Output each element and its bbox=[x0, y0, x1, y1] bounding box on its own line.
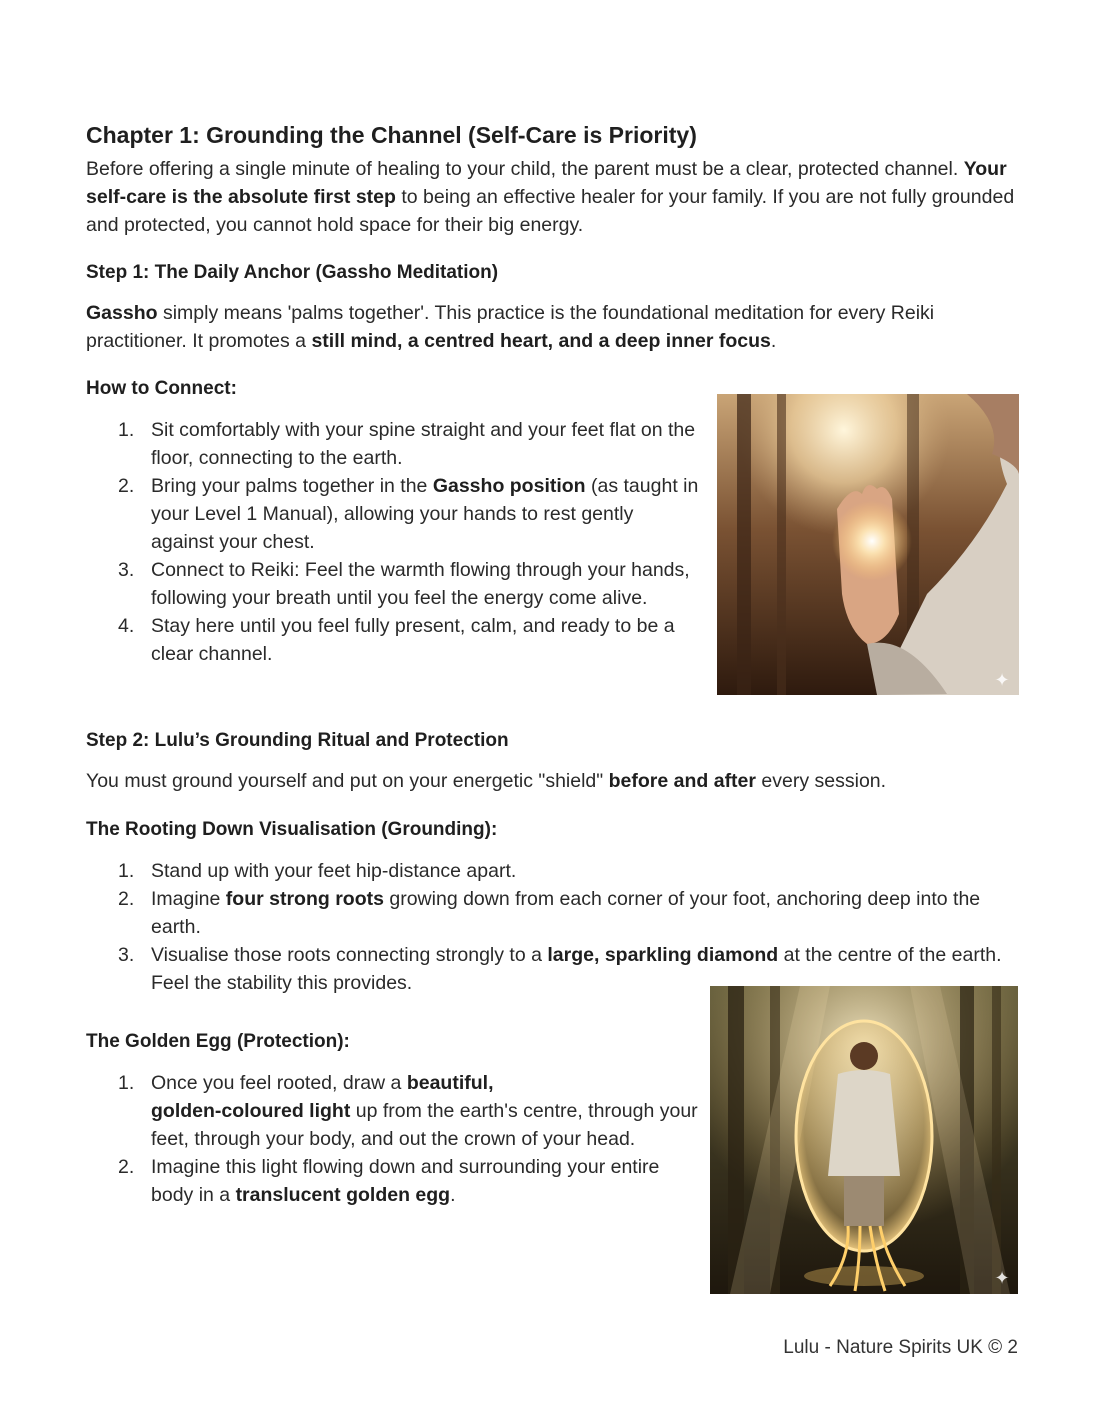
list-item bbox=[86, 472, 701, 556]
golden-egg-list bbox=[86, 1069, 701, 1209]
list-item bbox=[86, 416, 701, 472]
list-item bbox=[86, 556, 701, 612]
list-number: 1. bbox=[118, 860, 135, 882]
list-number: 3. bbox=[118, 559, 135, 581]
rooting-title: The Rooting Down Visualisation (Grounding): bbox=[86, 819, 498, 840]
gassho-term: Gassho bbox=[86, 302, 158, 324]
list-emphasis: large, sparkling diamond bbox=[547, 944, 779, 966]
list-number: 2. bbox=[118, 888, 135, 910]
step2-text: You must ground yourself and put on your energetic "shield" bbox=[86, 770, 609, 792]
list-number: 1. bbox=[118, 1072, 135, 1094]
step2-title: Step 2: Lulu’s Grounding Ritual and Protection bbox=[86, 730, 509, 751]
list-emphasis: four strong roots bbox=[225, 888, 384, 910]
list-text-end: up from the earth's centre, through your feet, through your body, and out the crown of your head. bbox=[151, 1100, 698, 1150]
list-number: 2. bbox=[118, 475, 135, 497]
rooting-list bbox=[86, 857, 1021, 997]
list-number: 2. bbox=[118, 1156, 135, 1178]
list-text: Stand up with your feet hip-distance apart. bbox=[151, 860, 517, 882]
list-item bbox=[86, 857, 1021, 885]
list-text-end: (as taught in your Level 1 Manual), allowing your hands to rest gently against your chest. bbox=[151, 475, 699, 553]
golden-egg-photo bbox=[710, 986, 1018, 1294]
list-text-end: growing down from each corner of your foot, anchoring deep into the earth. bbox=[151, 888, 981, 938]
list-item bbox=[86, 612, 701, 668]
intro-emphasis: Your self-care is the absolute first step bbox=[86, 158, 1007, 208]
list-text: Once you feel rooted, draw a bbox=[151, 1072, 407, 1094]
list-text: Imagine this light flowing down and surrounding your entire body in a bbox=[151, 1156, 660, 1206]
sparkle-icon: ✦ bbox=[994, 1268, 1010, 1288]
intro-text-end: to being an effective healer for your family. If you are not fully grounded and protected, you cannot hold space for their big energy. bbox=[86, 186, 1015, 236]
step2-paragraph bbox=[86, 767, 1021, 795]
step2-emphasis: before and after bbox=[608, 770, 756, 792]
list-text: Connect to Reiki: Feel the warmth flowing through your hands, following your breath until you feel the energy come alive. bbox=[151, 559, 690, 609]
intro-text: Before offering a single minute of healing to your child, the parent must be a clear, protected channel. bbox=[86, 158, 964, 180]
list-emphasis: beautiful, bbox=[406, 1072, 494, 1094]
list-emphasis: translucent golden egg bbox=[235, 1184, 451, 1206]
chapter-title: Chapter 1: Grounding the Channel (Self-Care is Priority) bbox=[86, 122, 697, 148]
list-text-end: at the centre of the earth. Feel the stability this provides. bbox=[151, 944, 1002, 994]
list-text: Visualise those roots connecting strongly to a bbox=[151, 944, 548, 966]
golden-egg-title: The Golden Egg (Protection): bbox=[86, 1031, 350, 1052]
list-number: 4. bbox=[118, 615, 135, 637]
list-text: Stay here until you feel fully present, calm, and ready to be a clear channel. bbox=[151, 615, 675, 665]
list-text: Sit comfortably with your spine straight and your feet flat on the floor, connecting to the earth. bbox=[151, 419, 696, 469]
gassho-hand-photo bbox=[717, 394, 1019, 695]
list-item bbox=[86, 885, 1021, 941]
intro-paragraph bbox=[86, 155, 1021, 239]
list-emphasis: golden-coloured light bbox=[151, 1100, 351, 1122]
list-item bbox=[86, 1069, 701, 1153]
list-number: 3. bbox=[118, 944, 135, 966]
list-text: Bring your palms together in the bbox=[151, 475, 433, 497]
list-item bbox=[86, 1153, 701, 1209]
sparkle-icon: ✦ bbox=[994, 670, 1010, 690]
list-emphasis: Gassho position bbox=[432, 475, 586, 497]
page-footer: Lulu - Nature Spirits UK © 2 bbox=[783, 1337, 1018, 1358]
step1-paragraph bbox=[86, 299, 1021, 355]
list-number: 1. bbox=[118, 419, 135, 441]
step1-title: Step 1: The Daily Anchor (Gassho Meditation) bbox=[86, 262, 499, 283]
step1-text-end: . bbox=[770, 330, 777, 352]
step1-text: simply means 'palms together'. This practice is the foundational meditation for every Reiki practitioner. It promotes a bbox=[86, 302, 935, 352]
how-to-connect-title: How to Connect: bbox=[86, 378, 237, 399]
how-to-connect-list bbox=[86, 416, 701, 668]
list-text: Imagine bbox=[151, 888, 226, 910]
step2-text-end: every session. bbox=[756, 770, 887, 792]
list-text-end: . bbox=[450, 1184, 456, 1206]
step1-emphasis: still mind, a centred heart, and a deep inner focus bbox=[311, 330, 771, 352]
